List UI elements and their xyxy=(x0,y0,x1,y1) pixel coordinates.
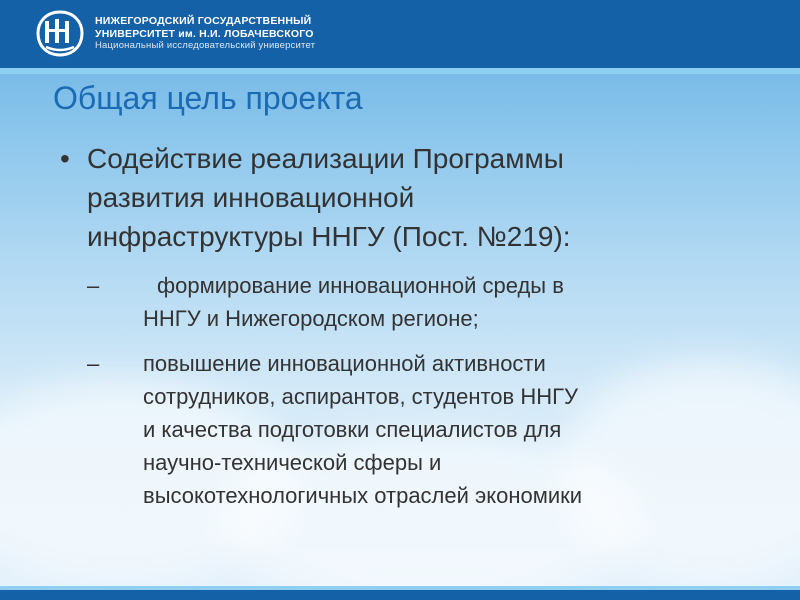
slide-title: Общая цель проекта xyxy=(53,80,363,116)
sub-bullet-line: формирование инновационной среды в xyxy=(157,273,564,298)
bullet-text-line: развития инновационной xyxy=(87,182,415,213)
bullet-text-line: инфраструктуры ННГУ (Пост. №219): xyxy=(87,221,571,252)
dash-marker: – xyxy=(87,351,100,376)
sub-bullet-line: научно-технической сферы и xyxy=(143,450,442,475)
sub-bullet-line: повышение инновационной активности xyxy=(143,351,546,376)
sub-bullet-line: сотрудников, аспирантов, студентов ННГУ xyxy=(143,384,579,409)
sub-bullet-line: и качества подготовки специалистов для xyxy=(143,417,562,442)
header-bar xyxy=(0,0,800,68)
sub-bullet-1 xyxy=(87,269,780,335)
bullet-text-line: Содействие реализации Программы xyxy=(87,143,564,174)
university-logo-icon xyxy=(34,9,86,59)
dash-marker: – xyxy=(87,273,100,298)
sub-bullet-2 xyxy=(87,347,780,512)
university-name-line1: НИЖЕГОРОДСКИЙ ГОСУДАРСТВЕННЫЙ xyxy=(95,15,312,27)
bullet-marker: • xyxy=(60,143,70,174)
sub-bullet-line: ННГУ и Нижегородском регионе; xyxy=(143,306,479,331)
slide-content xyxy=(60,139,780,512)
header-stripe xyxy=(0,68,800,74)
sub-bullet-line: высокотехнологичных отраслей экономики xyxy=(143,483,583,508)
footer-bar xyxy=(0,590,800,600)
university-name-line2: УНИВЕРСИТЕТ им. Н.И. ЛОБАЧЕВСКОГО xyxy=(95,27,314,40)
university-name xyxy=(95,15,315,53)
university-name-line3: Национальный исследовательский университет xyxy=(95,40,316,51)
main-bullet xyxy=(60,139,780,256)
